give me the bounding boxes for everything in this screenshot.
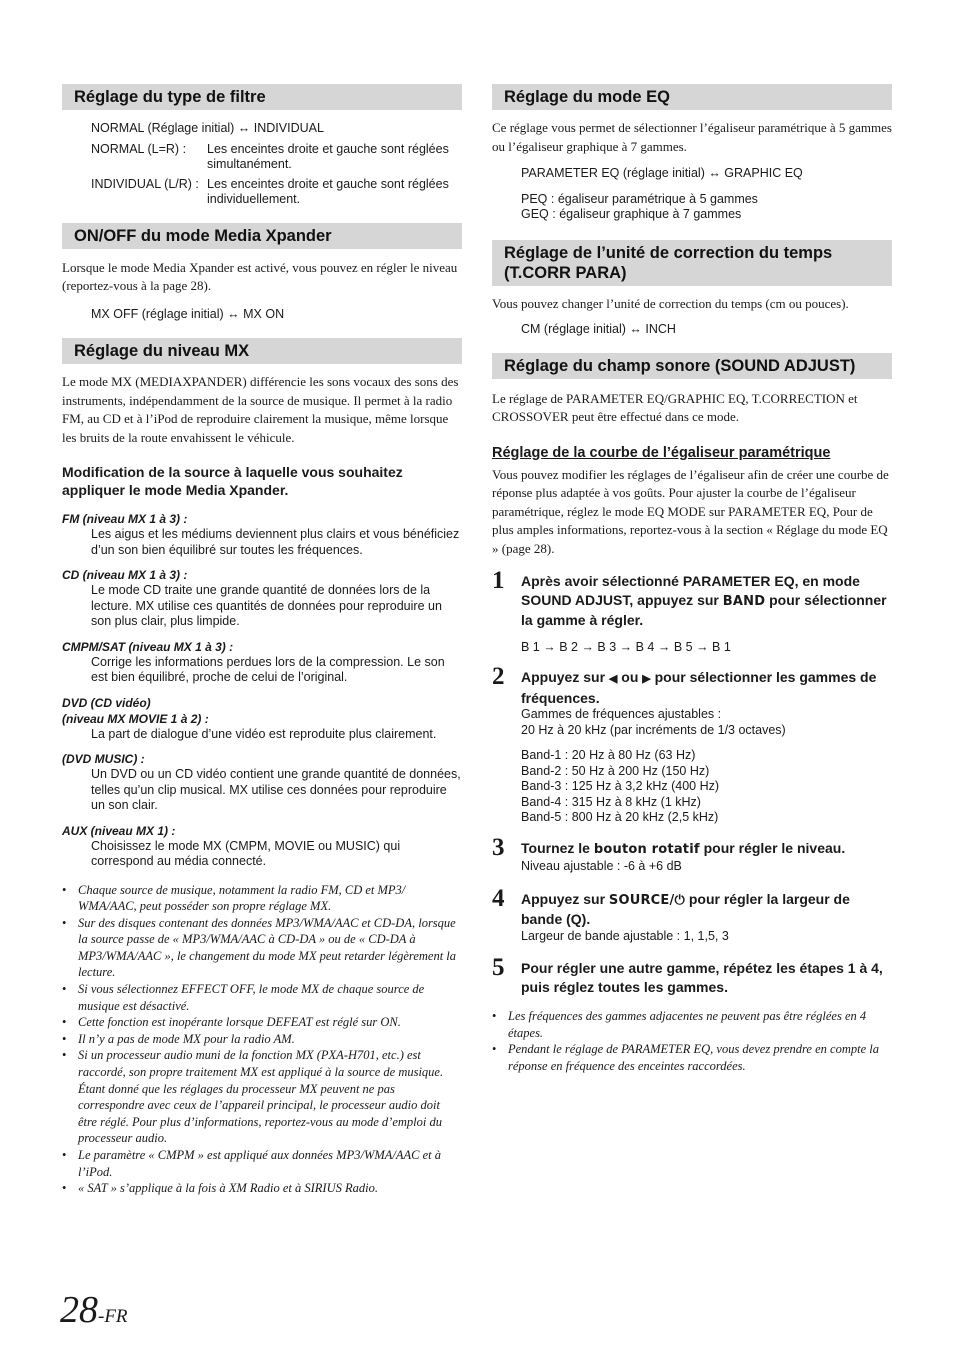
- note-item: • « SAT » s’applique à la fois à XM Radio et à SIRIUS Radio.: [62, 1181, 378, 1196]
- left-column: [62, 84, 462, 1197]
- step-note: B 1 → B 2 → B 3 → B 4 → B 5 → B 1: [521, 639, 731, 654]
- mx-item-label: FM (niveau MX 1 à 3) :: [62, 512, 188, 526]
- eq-toggle-text: PARAMETER EQ (réglage initial) ↔ GRAPHIC EQ: [521, 166, 803, 180]
- tcorr-toggle-text: CM (réglage initial) ↔ INCH: [521, 322, 676, 336]
- section-heading-tcorr: Réglage de l’unité de correction du temps (T.CORR PARA): [492, 240, 892, 286]
- mx-item-fm: [62, 511, 462, 558]
- step-note: Largeur de bande ajustable : 1, 1,5, 3: [521, 928, 729, 943]
- step-note: Gammes de fréquences ajustables :: [521, 707, 722, 721]
- note-item: • Cette fonction est inopérante lorsque DEFEAT est réglé sur ON.: [62, 1015, 401, 1030]
- step-3: [492, 833, 892, 875]
- step-number: 1: [492, 567, 505, 594]
- definition-term: PEQ :: [521, 191, 555, 206]
- step-note: Niveau ajustable : -6 à +6 dB: [521, 859, 682, 873]
- mx-item-desc: La part de dialogue d’une vidéo est reproduite plus clairement.: [91, 726, 437, 741]
- band-item: Band-4 : 315 Hz à 8 kHz (1 kHz): [521, 794, 701, 809]
- band-button-label: BAND: [722, 593, 766, 609]
- definition-individual: [62, 177, 462, 208]
- mx-item-label: (DVD MUSIC) :: [62, 752, 145, 766]
- page-footer: [60, 1288, 128, 1332]
- mx-item-desc: Un DVD ou un CD vidéo contient une grande quantité de données, telles qu’un clip musical. MX utilise ces données pour reproduire un son clair.: [91, 767, 461, 812]
- note-item: • Le paramètre « CMPM » est appliqué aux données MP3/WMA/AAC et à l’iPod.: [62, 1148, 442, 1179]
- step-instruction: Appuyez sur SOURCE/⏻ pour régler la largeur de bande (Q).: [521, 890, 850, 927]
- step-5: [492, 954, 892, 996]
- mx-item-aux: [62, 823, 462, 870]
- mx-item-dvd-music: [62, 751, 462, 814]
- definition-term: NORMAL (L=R) :: [91, 141, 187, 156]
- definition-desc: égaliseur paramétrique à 5 gammes: [557, 191, 758, 206]
- definition-desc: Les enceintes droite et gauche sont réglées simultanément.: [207, 141, 449, 171]
- note-item: • Pendant le réglage de PARAMETER EQ, vous devez prendre en compte la réponse en fréquence des enceintes raccordées.: [492, 1042, 879, 1073]
- definition-desc: égaliseur graphique à 7 gammes: [559, 207, 742, 221]
- step-number: 3: [492, 833, 505, 861]
- mx-item-label: DVD (CD vidéo): [62, 695, 151, 710]
- section-heading-mx-level: Réglage du niveau MX: [62, 338, 462, 364]
- mx-source-subheading: Modification de la source à laquelle vous souhaitez appliquer le mode Media Xpander.: [62, 464, 403, 498]
- mx-item-dvd: [62, 695, 462, 743]
- media-xpander-body: Lorsque le mode Media Xpander est activé, vous pouvez en régler le niveau (reportez-vous à la page 28).: [62, 259, 458, 293]
- mx-item-cmpm: [62, 639, 462, 686]
- note-item: • Il n’y a pas de mode MX pour la radio AM.: [62, 1031, 295, 1046]
- section-heading-sound-adjust: Réglage du champ sonore (SOUND ADJUST): [492, 353, 892, 379]
- rotary-knob-label: bouton rotatif: [593, 841, 700, 857]
- mx-item-desc: Les aigus et les médiums deviennent plus clairs et vous bénéficiez d’un son bien équilibré sur toutes les fréquences.: [91, 527, 460, 557]
- band-item: Band-2 : 50 Hz à 200 Hz (150 Hz): [521, 763, 710, 778]
- right-column: [492, 84, 892, 1074]
- mx-item-label: CMPM/SAT (niveau MX 1 à 3) :: [62, 639, 234, 654]
- mx-notes-list: [62, 882, 462, 1197]
- right-arrow-icon: ▶: [642, 673, 651, 685]
- page-language-suffix: -FR: [98, 1306, 128, 1327]
- step-instruction: Tournez le bouton rotatif pour régler le niveau.: [521, 839, 846, 857]
- eq-definition-peq: [492, 192, 892, 208]
- note-item: • Si vous sélectionnez EFFECT OFF, le mode MX de chaque source de musique est désactivé.: [62, 982, 425, 1013]
- mx-level-body: Le mode MX (MEDIAXPANDER) différencie les sons vocaux des sons des instruments, indépendamment de la source de musique. Il permet à la radio FM, au CD et à l’iPod de reproduire clairement la musique, même lorsque les bruits de la route envahissent le véhicule.: [62, 374, 459, 445]
- definition-normal: [62, 142, 462, 173]
- eq-mode-body: Ce réglage vous permet de sélectionner l’égaliseur paramétrique à 5 gammes ou l’égaliseur graphique à 7 gammes.: [492, 120, 892, 154]
- note-item: • Sur des disques contenant des données MP3/WMA/AAC et CD-DA, lorsque la source passe de « MP3/WMA/AAC à CD-DA » ou de « CD-DA à MP3/WMA/AAC », le changement du mode MX peut retarder légèrement la lecture.: [62, 915, 457, 980]
- note-item: • Les fréquences des gammes adjacentes ne peuvent pas être réglées en 4 étapes.: [492, 1009, 867, 1040]
- mx-item-desc: Corrige les informations perdues lors de la compression. Le son est bien équilibré, proche de celui de l’original.: [91, 654, 445, 684]
- mx-item-desc: Le mode CD traite une grande quantité de données lors de la lecture. MX utilise ces quantités de données pour reproduire un son plus clair, plus limpide.: [91, 583, 442, 628]
- step-number: 5: [492, 954, 505, 981]
- mx-toggle-text: MX OFF (réglage initial) ↔ MX ON: [91, 306, 285, 321]
- section-heading-eq-mode: Réglage du mode EQ: [492, 84, 892, 110]
- section-heading-media-xpander: ON/OFF du mode Media Xpander: [62, 223, 462, 249]
- section-heading-filter-type: Réglage du type de filtre: [62, 84, 462, 110]
- step-instruction: Pour régler une autre gamme, répétez les étapes 1 à 4, puis réglez toutes les gammes.: [521, 960, 883, 995]
- step-number: 4: [492, 884, 505, 912]
- step-instruction: Après avoir sélectionné PARAMETER EQ, en mode SOUND ADJUST, appuyez sur BAND pour sélectionner la gamme à régler.: [521, 573, 887, 628]
- step-number: 2: [492, 663, 505, 690]
- band-item: Band-1 : 20 Hz à 80 Hz (63 Hz): [521, 748, 696, 762]
- note-item: • Si un processeur audio muni de la fonction MX (PXA-H701, etc.) est raccordé, son propre traitement MX est appliqué à la source de musique. Étant donné que les réglages du processeur MX peuvent ne pas correspondre avec ceux de l’appareil principal, le processeur audio doit être réglé. Pour plus d’informations, reportez-vous au mode d’emploi du processeur audio.: [62, 1048, 444, 1146]
- definition-desc: Les enceintes droite et gauche sont réglées individuellement.: [207, 176, 449, 206]
- mx-item-label: CD (niveau MX 1 à 3) :: [62, 568, 188, 582]
- peq-notes-list: [492, 1008, 892, 1074]
- band-item: Band-5 : 800 Hz à 20 kHz (2,5 kHz): [521, 810, 719, 824]
- peq-curve-subheading: Réglage de la courbe de l’égaliseur paramétrique: [492, 444, 831, 461]
- definition-term: GEQ :: [521, 207, 556, 221]
- page-number: 28: [60, 1289, 98, 1331]
- tcorr-body: Vous pouvez changer l’unité de correction du temps (cm ou pouces).: [492, 295, 849, 311]
- mx-item-cd: [62, 567, 462, 630]
- eq-definition-geq: [492, 207, 892, 223]
- definition-term: INDIVIDUAL (L/R) :: [91, 176, 199, 191]
- note-item: • Chaque source de musique, notamment la radio FM, CD et MP3/ WMA/AAC, peut posséder son propre réglage MX.: [62, 882, 406, 914]
- band-item: Band-3 : 125 Hz à 3,2 kHz (400 Hz): [521, 779, 720, 793]
- source-power-button-label: SOURCE/⏻: [608, 892, 685, 908]
- step-4: [492, 884, 892, 945]
- step-2: [492, 663, 892, 826]
- left-arrow-icon: ◀: [608, 673, 618, 685]
- peq-intro: Vous pouvez modifier les réglages de l’égaliseur afin de créer une courbe de réponse plus adaptée à vos goûts. Pour ajuster la courbe de l’égaliseur paramétrique, réglez le mode EQ MODE sur PARAMETER EQ, Pour de plus amples informations, reportez-vous à la section « Réglage du mode EQ » (page 28).: [492, 466, 889, 556]
- filter-toggle-text: NORMAL (Réglage initial) ↔ INDIVIDUAL: [91, 121, 324, 135]
- mx-item-label-2: (niveau MX MOVIE 1 à 2) :: [62, 711, 209, 726]
- step-instruction: Appuyez sur ◀ ou ▶ pour sélectionner les gammes de fréquences.: [521, 669, 877, 706]
- sound-adjust-body: Le réglage de PARAMETER EQ/GRAPHIC EQ, T.CORRECTION et CROSSOVER peut être effectué dans ce mode.: [492, 390, 858, 424]
- step-1: [492, 567, 892, 655]
- mx-item-desc: Choisissez le mode MX (CMPM, MOVIE ou MUSIC) qui correspond au média connecté.: [91, 838, 401, 868]
- band-list: [521, 748, 892, 826]
- mx-item-label: AUX (niveau MX 1) :: [62, 823, 176, 838]
- step-note: 20 Hz à 20 kHz (par incréments de 1/3 octaves): [521, 722, 786, 737]
